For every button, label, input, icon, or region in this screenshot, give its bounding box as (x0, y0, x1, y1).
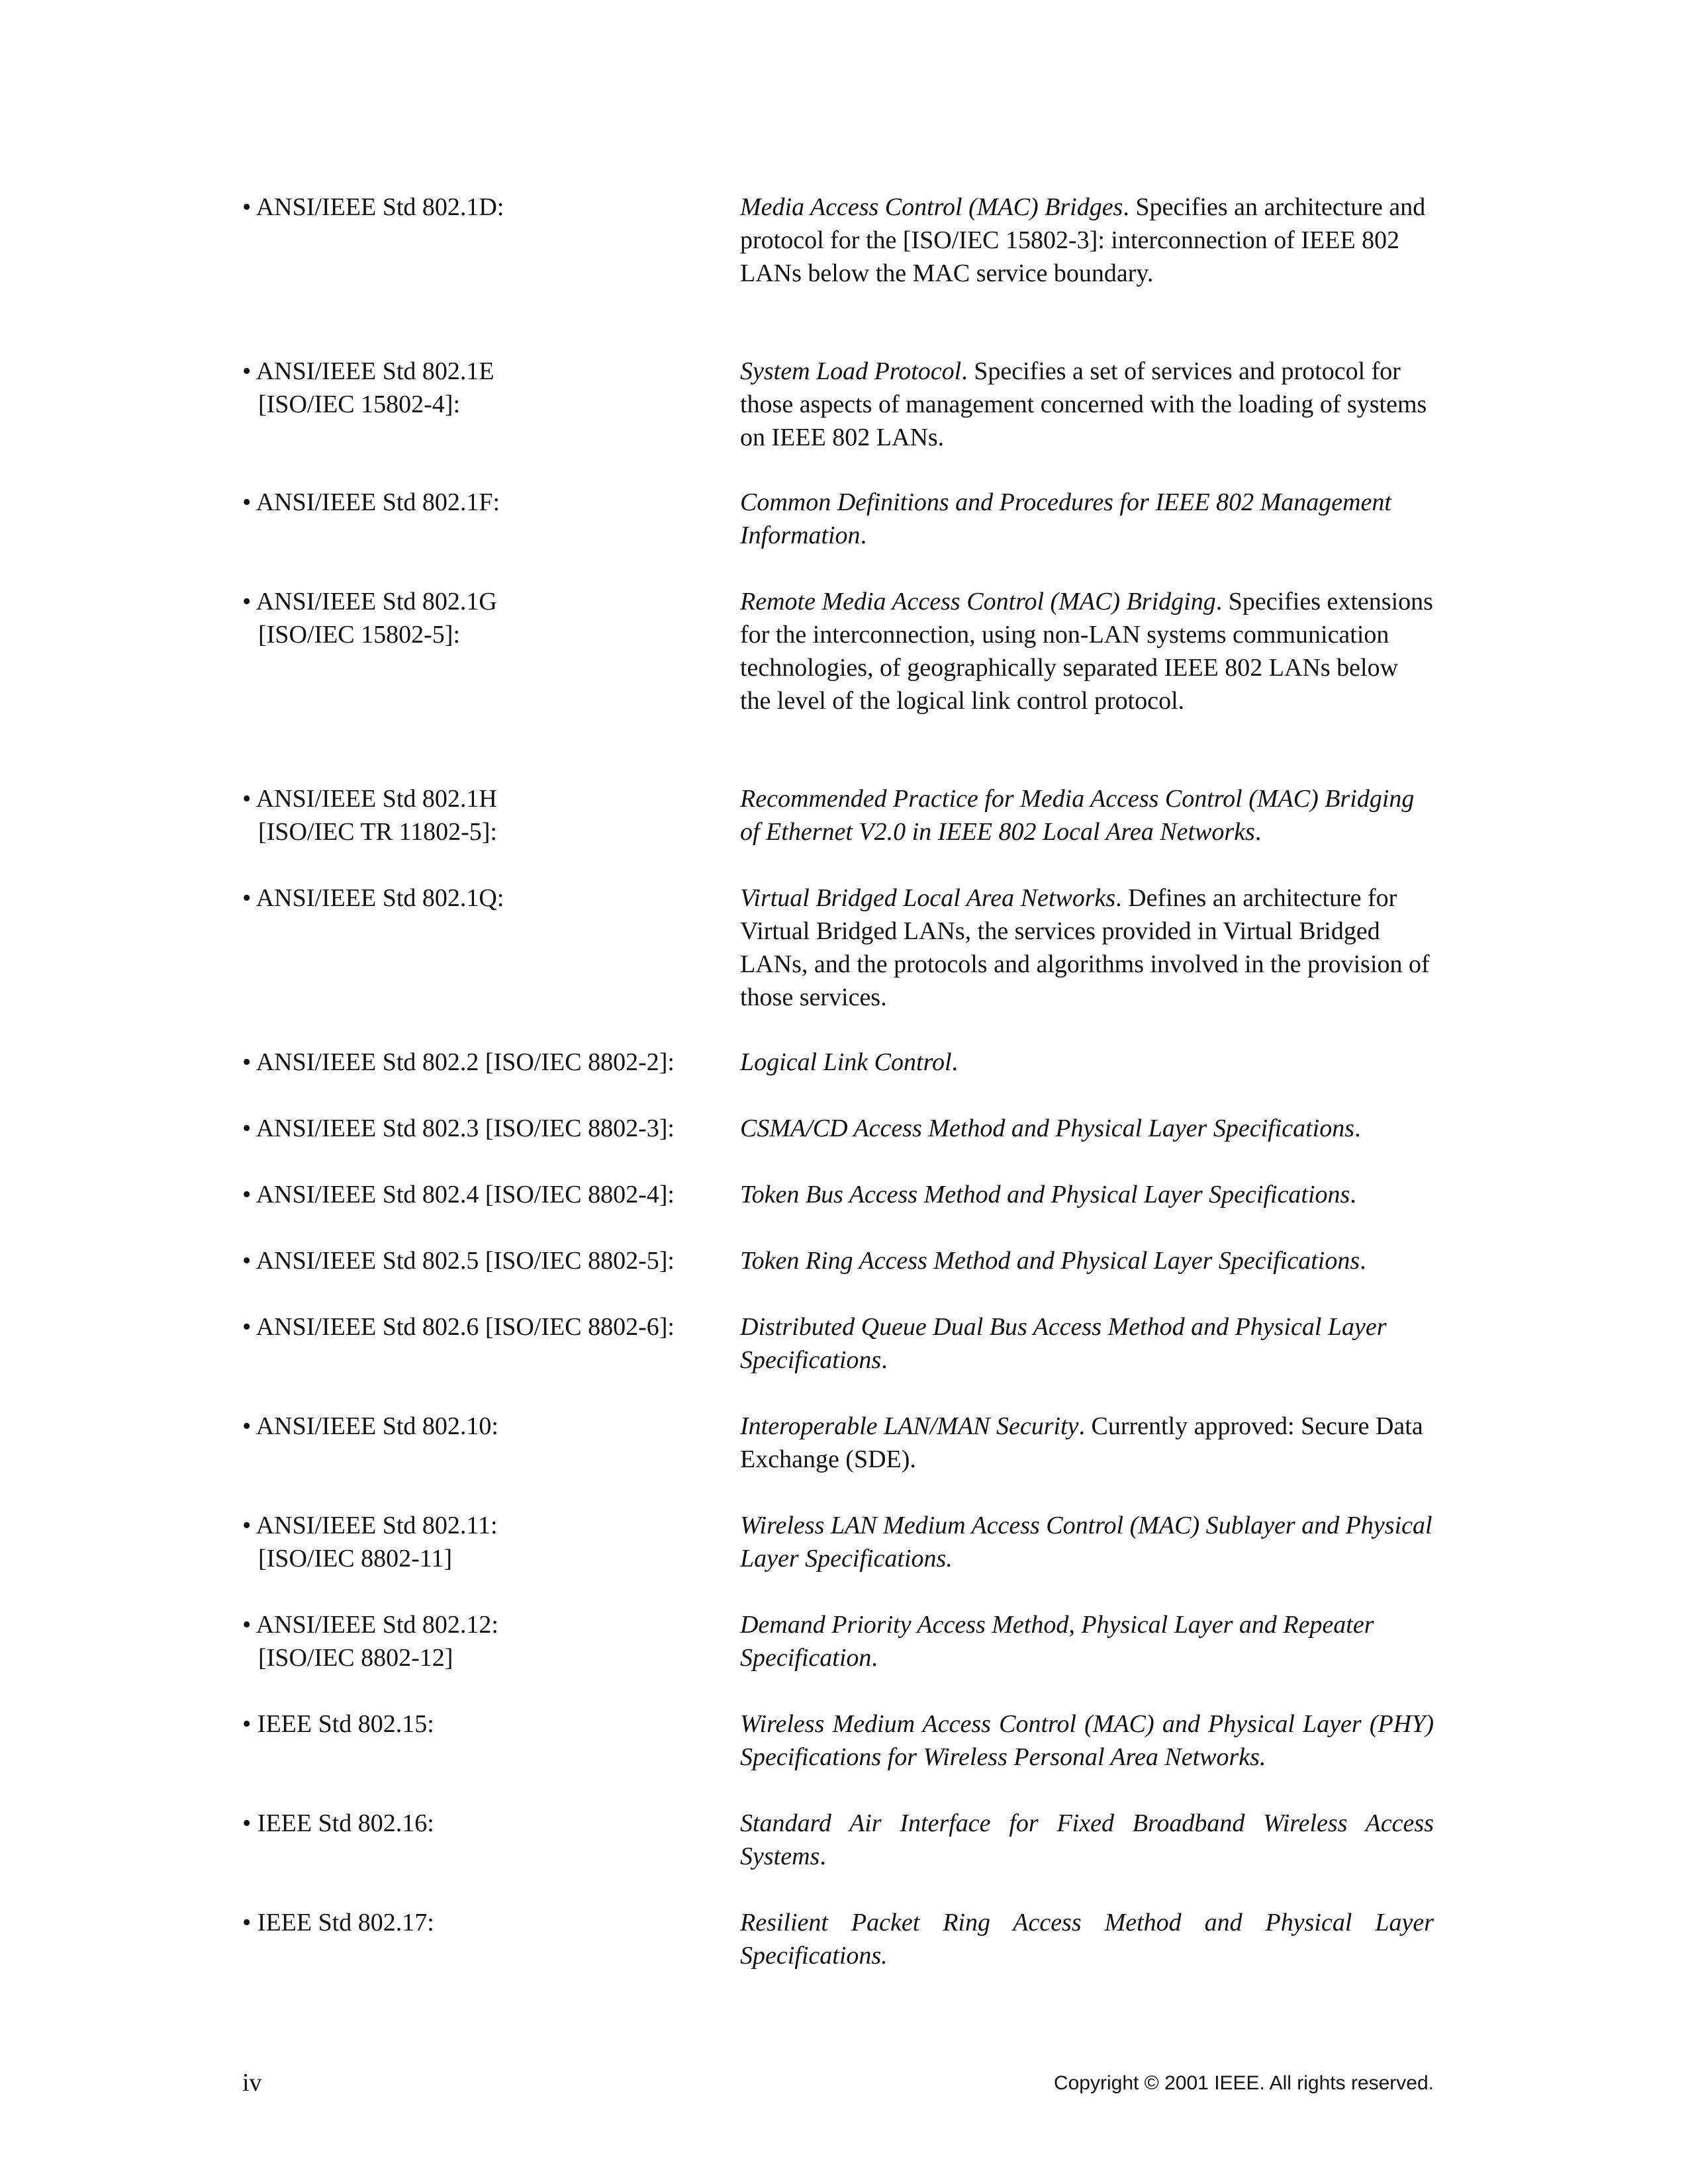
standard-line-2: [ISO/IEC 8802-12] (258, 1644, 453, 1672)
standard-description (740, 1707, 1434, 1774)
standard-description-text: . (860, 522, 867, 549)
standard-description (740, 486, 1434, 552)
standard-description (740, 1244, 1434, 1277)
standard-designation (242, 486, 732, 519)
standard-designation (242, 882, 732, 915)
standard-description (740, 1608, 1434, 1674)
standard-line-1: • IEEE Std 802.16: (242, 1809, 434, 1837)
standard-line-1: • IEEE Std 802.15: (242, 1710, 434, 1738)
standard-line-1: • ANSI/IEEE Std 802.3 [ISO/IEC 8802-3]: (242, 1115, 675, 1142)
standard-designation (242, 1046, 732, 1079)
standard-description-text: . Currently approved: Secure Data Exchange (SDE). (740, 1412, 1423, 1473)
standard-title: Common Definitions and Procedures for IEEE 802 Management Information (740, 488, 1391, 549)
standard-description-text: . Specifies an architecture and protocol for the [ISO/IEC 15802-3]: interconnection of IEEE 802 LANs below the MAC service boundary. (740, 193, 1426, 287)
standard-title: Media Access Control (MAC) Bridges (740, 193, 1123, 221)
standard-description (740, 782, 1434, 848)
standard-line-1: • ANSI/IEEE Std 802.10: (242, 1412, 498, 1440)
standard-designation (242, 191, 732, 224)
standard-description (740, 585, 1434, 717)
copyright-notice: Copyright © 2001 IEEE. All rights reserved. (1053, 2072, 1434, 2094)
standard-line-1: • ANSI/IEEE Std 802.11: (242, 1512, 498, 1539)
standard-line-1: • ANSI/IEEE Std 802.4 [ISO/IEC 8802-4]: (242, 1181, 675, 1208)
standard-designation (242, 1608, 732, 1674)
standard-line-2: [ISO/IEC 15802-4]: (258, 390, 461, 418)
standard-title: Wireless LAN Medium Access Control (MAC) Sublayer and Physical Layer Specifications. (740, 1512, 1432, 1572)
standard-line-2: [ISO/IEC 15802-5]: (258, 621, 461, 649)
standard-line-1: • ANSI/IEEE Std 802.1E (242, 357, 494, 385)
standard-description (740, 1112, 1434, 1145)
standard-description-text: . (1350, 1181, 1356, 1208)
standard-line-1: • IEEE Std 802.17: (242, 1909, 434, 1936)
standard-title: Interoperable LAN/MAN Security (740, 1412, 1079, 1440)
standard-description (740, 1410, 1434, 1476)
standard-description (740, 191, 1434, 290)
standard-designation (242, 1244, 732, 1277)
standard-description (740, 1046, 1434, 1079)
standard-line-1: • ANSI/IEEE Std 802.12: (242, 1611, 498, 1639)
standard-title: CSMA/CD Access Method and Physical Layer Specifications (740, 1115, 1355, 1142)
standard-title: Standard Air Interface for Fixed Broadband Wireless Access Systems (740, 1809, 1434, 1870)
standard-designation (242, 1178, 732, 1211)
standard-title: Wireless Medium Access Control (MAC) and Physical Layer (PHY) Specifications for Wireless Personal Area Networks. (740, 1710, 1434, 1771)
standard-description-text: . (1254, 818, 1262, 846)
standard-title: Virtual Bridged Local Area Networks (740, 884, 1116, 912)
standard-description-text: . (951, 1048, 959, 1076)
standard-description (740, 1310, 1434, 1377)
standard-title: Token Bus Access Method and Physical Layer Specifications (740, 1181, 1350, 1208)
standard-line-2: [ISO/IEC TR 11802-5]: (258, 818, 497, 846)
standard-description-text: . Specifies a set of services and protocol for those aspects of management concerned with the loading of systems on IEEE 802 LANs. (740, 357, 1427, 451)
page-number: iv (242, 2069, 262, 2097)
standard-designation (242, 1906, 732, 1939)
standard-line-1: • ANSI/IEEE Std 802.5 [ISO/IEC 8802-5]: (242, 1247, 675, 1275)
standard-line-1: • ANSI/IEEE Std 802.1G (242, 588, 497, 615)
standard-designation (242, 1112, 732, 1145)
standard-description-text: . (1354, 1115, 1361, 1142)
standard-description-text: . (1360, 1247, 1366, 1275)
standard-designation (242, 1410, 732, 1443)
standard-description (740, 1807, 1434, 1873)
standard-line-2: [ISO/IEC 8802-11] (258, 1545, 453, 1572)
standard-description (740, 1906, 1434, 1972)
standard-title: System Load Protocol (740, 357, 962, 385)
standard-description (740, 1509, 1434, 1575)
standard-title: Demand Priority Access Method, Physical Layer and Repeater Specification (740, 1611, 1374, 1672)
standard-line-1: • ANSI/IEEE Std 802.1H (242, 785, 497, 813)
standard-description (740, 355, 1434, 454)
standard-line-1: • ANSI/IEEE Std 802.1Q: (242, 884, 504, 912)
standard-line-1: • ANSI/IEEE Std 802.2 [ISO/IEC 8802-2]: (242, 1048, 675, 1076)
standard-line-1: • ANSI/IEEE Std 802.1F: (242, 488, 500, 516)
standard-designation (242, 782, 732, 848)
standard-description (740, 882, 1434, 1014)
standard-description-text: . Defines an architecture for Virtual Bridged LANs, the services provided in Virtual Bridged LANs, and the protocols and algorithms involved in the provision of those services. (740, 884, 1430, 1011)
standard-description-text: . Specifies extensions for the interconnection, using non-LAN systems communication technologies, of geographically separated IEEE 802 LANs below the level of the logical link control protocol. (740, 588, 1433, 715)
standard-title: Resilient Packet Ring Access Method and Physical Layer Specifications. (740, 1909, 1434, 1970)
standard-title: Recommended Practice for Media Access Control (MAC) Bridging of Ethernet V2.0 in IEEE 802 Local Area Networks (740, 785, 1415, 846)
standard-description-text: . (881, 1346, 888, 1374)
standard-description (740, 1178, 1434, 1211)
standard-line-1: • ANSI/IEEE Std 802.1D: (242, 193, 504, 221)
standard-description-text: . (871, 1644, 878, 1672)
standard-title: Remote Media Access Control (MAC) Bridging (740, 588, 1216, 615)
standard-title: Distributed Queue Dual Bus Access Method and Physical Layer Specifications (740, 1313, 1387, 1374)
standard-designation (242, 355, 732, 421)
standard-designation (242, 585, 732, 651)
standard-description-text: . (820, 1843, 826, 1870)
standard-designation (242, 1310, 732, 1343)
standard-title: Logical Link Control (740, 1048, 952, 1076)
standard-line-1: • ANSI/IEEE Std 802.6 [ISO/IEC 8802-6]: (242, 1313, 675, 1341)
standard-designation (242, 1807, 732, 1840)
standard-designation (242, 1707, 732, 1741)
standard-designation (242, 1509, 732, 1575)
standard-title: Token Ring Access Method and Physical Layer Specifications (740, 1247, 1360, 1275)
